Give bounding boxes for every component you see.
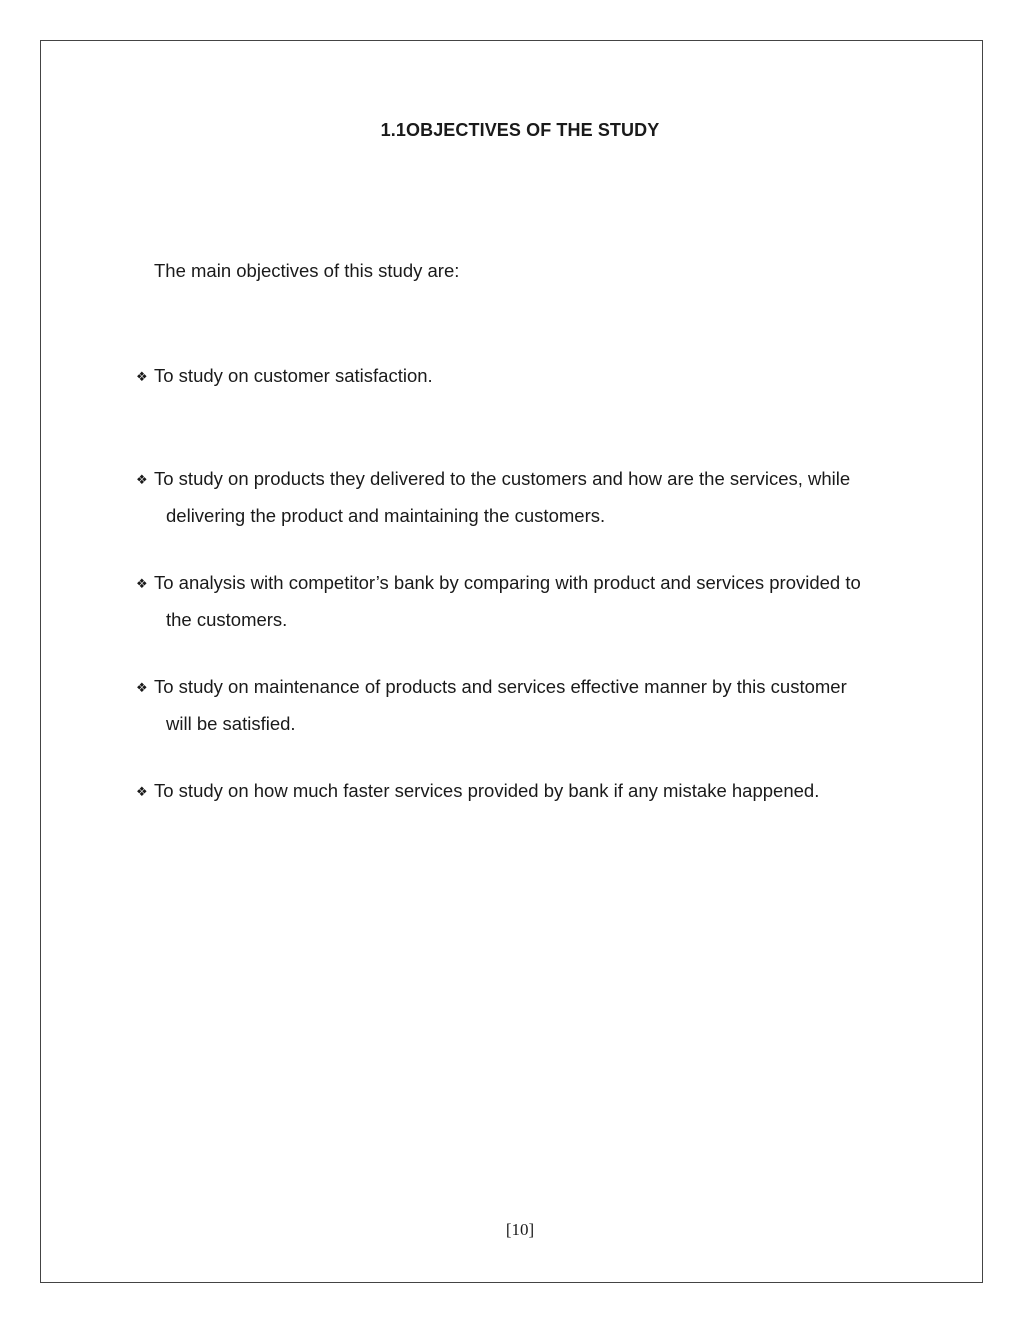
objective-text: To study on how much faster services provided by bank if any mistake happened. [154, 780, 820, 801]
intro-text: The main objectives of this study are: [154, 260, 460, 281]
page-border [40, 40, 983, 1283]
diamond-bullet-icon: ❖ [136, 681, 148, 696]
objective-item [136, 773, 936, 810]
objective-text: To analysis with competitor’s bank by comparing with product and services provided to [154, 572, 861, 593]
diamond-bullet-icon: ❖ [136, 577, 148, 592]
diamond-bullet-icon: ❖ [136, 370, 148, 385]
objective-text-continued: will be satisfied. [166, 713, 296, 734]
objective-text: To study on customer satisfaction. [154, 365, 433, 386]
objective-text-continued: delivering the product and maintaining the customers. [166, 505, 606, 526]
objective-text-continued: the customers. [166, 609, 288, 630]
section-heading: 1.1OBJECTIVES OF THE STUDY [380, 120, 660, 140]
objective-text: To study on products they delivered to the customers and how are the services, while [154, 468, 851, 489]
objective-item [136, 669, 936, 741]
page-number: [10] [505, 1220, 535, 1239]
objective-item [136, 565, 936, 637]
objective-item [136, 358, 936, 395]
objective-item [136, 461, 936, 533]
diamond-bullet-icon: ❖ [136, 785, 148, 800]
objective-text: To study on maintenance of products and services effective manner by this customer [154, 676, 847, 697]
diamond-bullet-icon: ❖ [136, 473, 148, 488]
